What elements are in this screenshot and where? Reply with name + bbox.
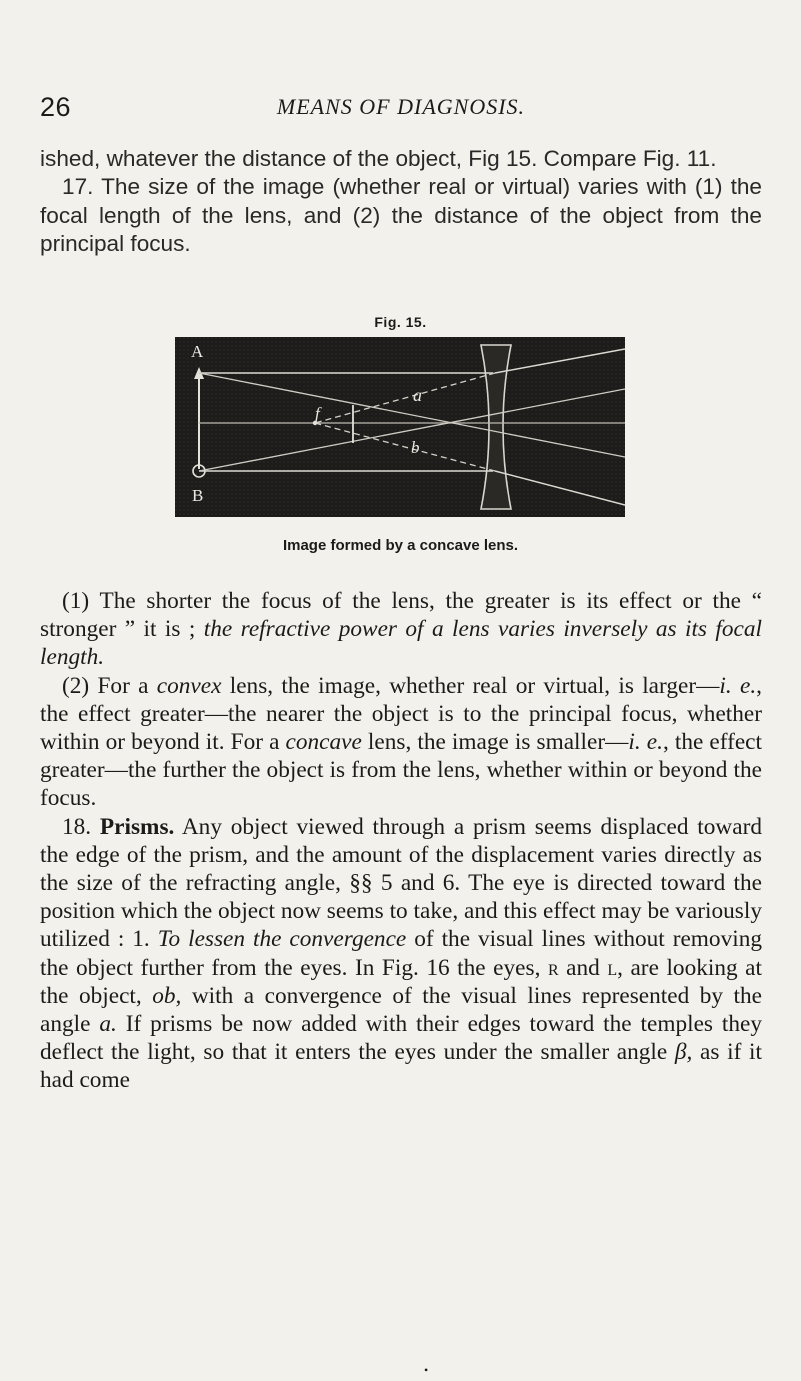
page-header	[40, 92, 762, 126]
p3-l: l	[607, 954, 618, 981]
label-B: B	[192, 486, 204, 505]
p3-heading: Prisms.	[99, 813, 175, 840]
p1-italic: the refractive power of a lens varies inversely as its focal length.	[40, 616, 762, 671]
footer-mark: •	[424, 1363, 429, 1377]
p2-text-i: , the effect greater—the further the object is from the lens, whether within or beyond the focus.	[40, 729, 762, 812]
p3-text-m: If prisms be now added with their edges toward the temples they deflect the light, so that it enters the eyes under the smaller angle	[40, 1011, 762, 1066]
p3-alpha: a.	[99, 1011, 117, 1038]
p3-ob: ob,	[152, 982, 182, 1009]
intro-text	[40, 145, 762, 259]
body-text	[40, 587, 762, 1095]
p2-ie-2: i. e.	[628, 729, 663, 756]
p3-text-g: and	[558, 954, 608, 981]
p2-text-c: lens, the image, whether real or virtual, is larger—	[221, 672, 720, 699]
paragraph-1	[40, 587, 762, 672]
label-f: f	[315, 404, 320, 423]
p2-ie-1: i. e.	[719, 672, 757, 699]
page-number: 26	[40, 92, 72, 122]
p2-concave: concave	[285, 729, 362, 756]
figure-label: Fig. 15.	[374, 314, 427, 330]
p3-text-o: as if it had come	[40, 1039, 762, 1094]
p2-convex: convex	[156, 672, 222, 699]
p3-beta: β,	[674, 1039, 693, 1066]
paragraph-17: 17. The size of the image (whether real or virtual) varies with (1) the focal length of the lens, and (2) the distance of the object from the principal focus.	[40, 174, 762, 257]
p3-italic-d: To lessen the convergence	[157, 926, 407, 953]
label-b: b	[411, 438, 420, 457]
paragraph-2	[40, 672, 762, 813]
p3-text-e: of the visual lines without removing the object further from the eyes. In Fig. 16 the eyes,	[40, 926, 762, 981]
figure-caption: Image formed by a concave lens.	[282, 537, 519, 554]
p3-text-k: with a convergence of the visual lines represented by the angle	[40, 982, 763, 1038]
figure-background	[175, 337, 625, 517]
label-A: A	[191, 342, 204, 361]
p3-r: r	[547, 954, 559, 981]
p2-text-a: (2) For a	[62, 672, 157, 699]
concave-lens-figure	[175, 337, 625, 517]
p3-text-i: , are looking at the object,	[40, 954, 762, 1009]
p1-text: (1) The shorter the focus of the lens, the greater is its effect or the “ stronger ” it is ;	[40, 588, 762, 643]
p3-number: 18.	[62, 813, 100, 840]
p3-text-c: Any object viewed through a prism seems displaced toward the edge of the prism, and the amount of the displacement varies directly as the size of the refracting angle, §§ 5 and 6. The eye is directed toward the position which the object now seems to take, and this effect may be variously utilized : 1.	[40, 813, 762, 953]
p2-text-e: , the effect greater—the nearer the object is to the principal focus, whether within or beyond it. For a	[40, 672, 762, 756]
p2-text-g: lens, the image is smaller—	[361, 729, 629, 756]
label-a: a	[413, 385, 422, 405]
running-head: MEANS OF DIAGNOSIS.	[276, 94, 526, 119]
intro-paragraph-continuation: ished, whatever the distance of the object, Fig 15. Compare Fig. 11.	[40, 146, 717, 171]
paragraph-18	[40, 813, 762, 1095]
